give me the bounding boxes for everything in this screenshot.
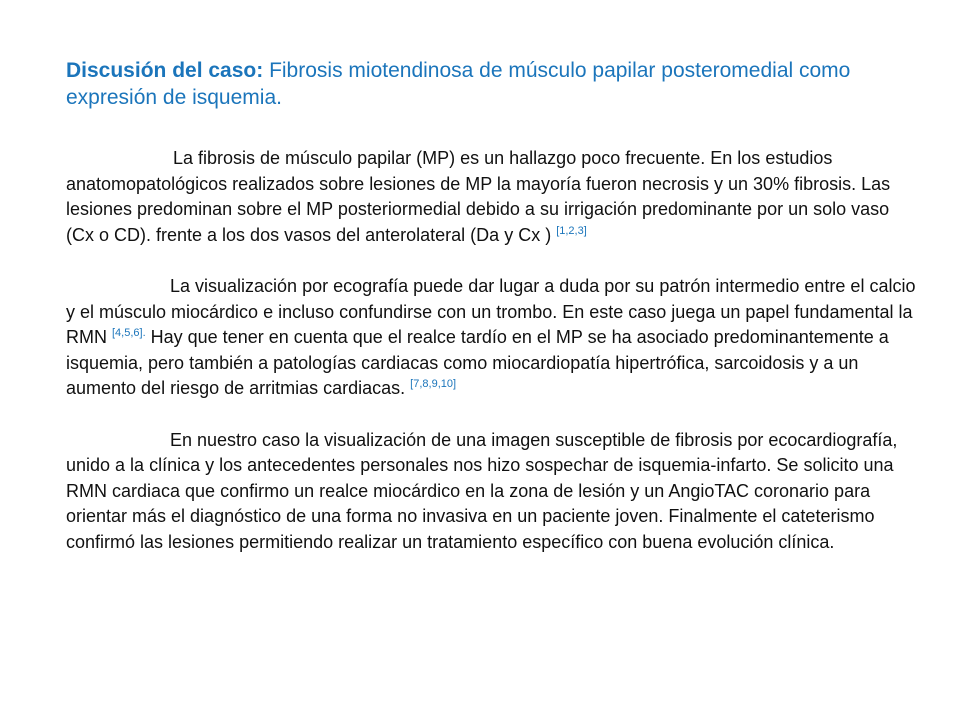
paragraph-text: La fibrosis de músculo papilar (MP) es un hallazgo poco frecuente. En los estudios anatomopatológicos realizados sobre lesiones de MP la mayoría fueron necrosis y un 30% fibrosis. Las lesiones predominan sobre el MP posteriormedial debido a su irrigación predominante por un solo vaso (Cx o CD). frente a los dos vasos del anterolateral (Da y Cx ) [66,148,891,245]
citation: [4,5,6]. [112,327,146,340]
paragraph-case [66,428,916,556]
paragraph-echo [66,274,916,402]
title-text: Fibrosis miotendinosa de músculo papilar posteromedial como expresión de isquemia. [66,59,851,109]
paragraph-text: Hay que tener en cuenta que el realce tardío en el MP se ha asociado predominantemente a isquemia, pero también a patologías cardiacas como miocardiopatía hipertrófica, sarcoidosis y a un aumento del riesgo de arritmias cardiacas. [66,327,889,399]
paragraph-text: La visualización por ecografía puede dar lugar a duda por su patrón intermedio entre el calcio y el músculo miocárdico e incluso confundirse con un trombo. En este caso juega un papel fundamental la RMN [66,275,916,348]
citation: [7,8,9,10] [410,378,457,391]
paragraph-text: En nuestro caso la visualización de una imagen susceptible de fibrosis por ecocardiografía, unido a la clínica y los antecedentes personales nos hizo sospechar de isquemia-infarto. Se solicito una RMN cardiaca que confirmo un realce miocárdico en la zona de lesión y un AngioTAC coronario para orientar más el diagnóstico de una forma no invasiva en un paciente joven. Finalmente el cateterismo confirmó las lesiones permitiendo realizar un tratamiento específico con buena evolución clínica. [66,429,898,552]
paragraph-fibrosis [66,146,916,248]
slide-title [66,57,906,111]
slide-body [66,146,916,581]
citation: [1,2,3] [556,224,587,237]
title-label: Discusión del caso: [66,59,264,82]
